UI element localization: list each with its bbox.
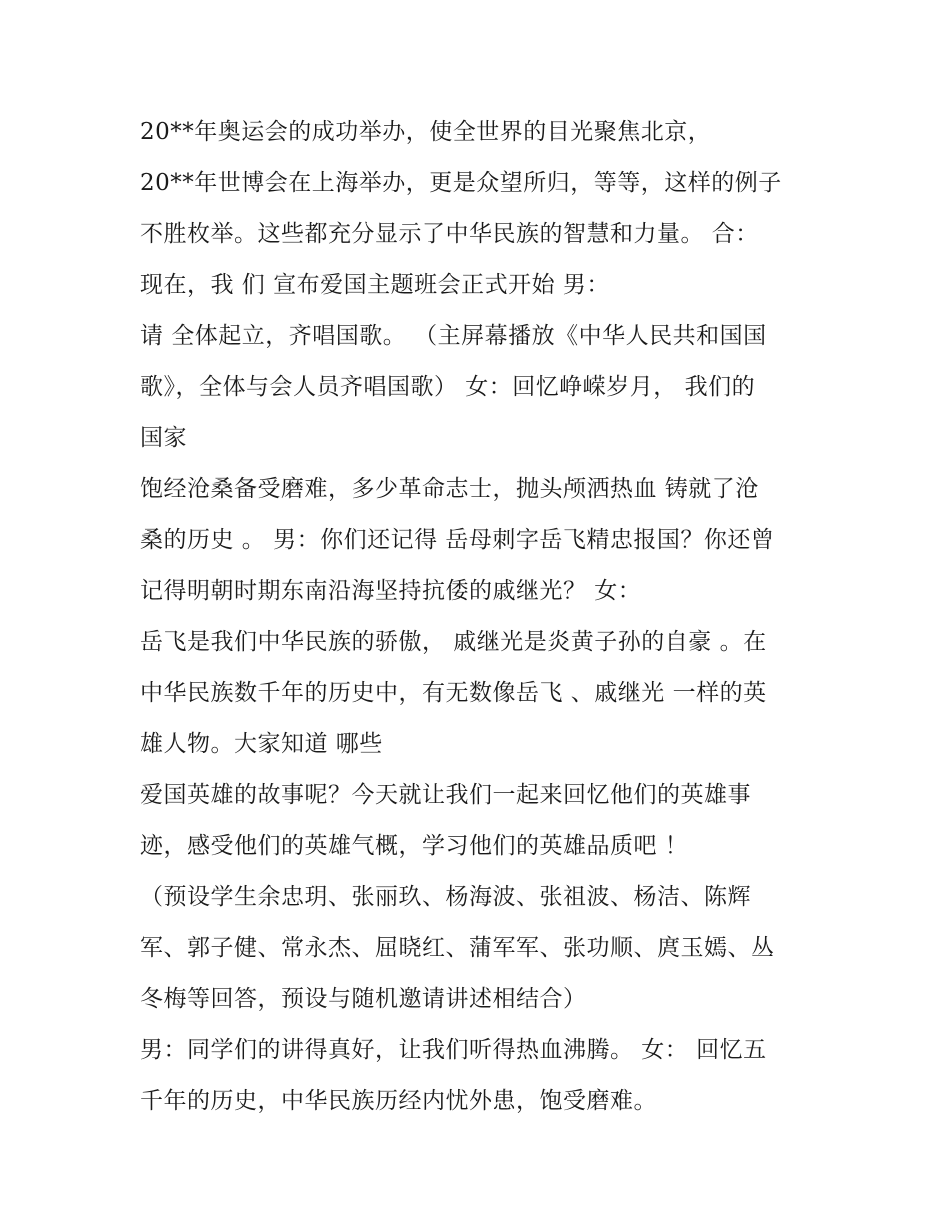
text-line: 男：同学们的讲得真好，让我们听得热血沸腾。 女： 回忆五 <box>140 1037 767 1063</box>
text-line: 军、郭子健、常永杰、屈晓红、蒲军军、张功顺、庹玉嫣、丛 <box>140 935 775 961</box>
text-line: 千年的历史，中华民族历经内忧外患，饱受磨难。 <box>140 1088 657 1114</box>
text-line: 雄人物。大家知道 哪些 <box>140 731 383 757</box>
text-line: 20**年奥运会的成功举办，使全世界的目光聚焦北京， <box>140 119 712 145</box>
text-line: （预设学生余忠玥、张丽玖、杨海波、张祖波、杨洁、陈辉 <box>140 884 751 910</box>
text-line: 冬梅等回答，预设与随机邀请讲述相结合） <box>140 986 587 1012</box>
text-line: 桑的历史 。 男：你们还记得 岳母刺字岳飞精忠报国？你还曾 <box>140 527 775 553</box>
text-line: 爱国英雄的故事呢？今天就让我们一起来回忆他们的英雄事 <box>140 782 751 808</box>
text-line: 请 全体起立，齐唱国歌。 （主屏幕播放《中华人民共和国国 <box>140 323 767 349</box>
text-line: 记得明朝时期东南沿海坚持抗倭的戚继光？ 女： <box>140 578 642 604</box>
text-line: 歌》，全体与会人员齐唱国歌） 女：回忆峥嵘岁月， 我们的 <box>140 374 756 400</box>
text-line: 不胜枚举。这些都充分显示了中华民族的智慧和力量。 合： <box>140 221 759 247</box>
text-line: 20**年世博会在上海举办，更是众望所归，等等，这样的例子 <box>140 170 782 196</box>
text-line: 迹，感受他们的英雄气概，学习他们的英雄品质吧 ！ <box>140 833 689 859</box>
text-line: 中华民族数千年的历史中，有无数像岳飞 、戚继光 一样的英 <box>140 680 767 706</box>
document-body <box>140 107 830 1127</box>
text-line: 国家 <box>140 425 187 451</box>
text-line: 饱经沧桑备受磨难，多少革命志士，抛头颅洒热血 铸就了沧 <box>140 476 759 502</box>
text-line: 岳飞是我们中华民族的骄傲， 戚继光是炎黄子孙的自豪 。在 <box>140 629 767 655</box>
text-line: 现在，我 们 宣布爱国主题班会正式开始 男： <box>140 272 610 298</box>
